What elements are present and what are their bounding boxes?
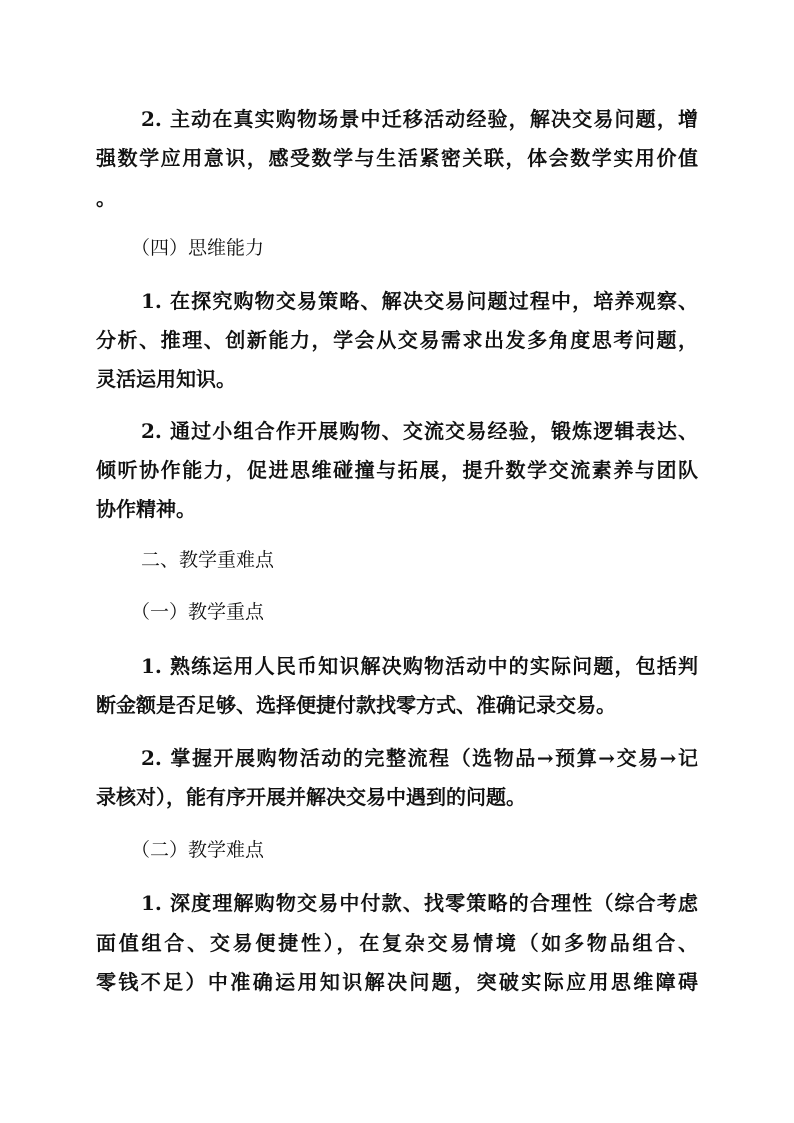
section-heading: （二）教学难点 [131,839,265,861]
paragraph-line: 断金额是否足够、选择便捷付款找零方式、准确记录交易。 [96,693,616,717]
paragraph-line: 协作精神。 [96,497,196,521]
paragraph-line: 强数学应用意识，感受数学与生活紧密关联，体会数学实用价值 [96,146,698,170]
paragraph-line: 2. 通过小组合作开展购物、交流交易经验，锻炼逻辑表达、 [141,419,698,443]
paragraph-line: 录核对），能有序开展并解决交易中遇到的问题。 [96,785,526,809]
paragraph-line: 分析、推理、创新能力，学会从交易需求出发多角度思考问题， [96,328,698,352]
paragraph-line: 面值组合、交易便捷性），在复杂交易情境（如多物品组合、 [96,931,698,955]
paragraph-line: 灵活运用知识。 [96,367,236,391]
paragraph-line: 2. 主动在真实购物场景中迁移活动经验，解决交易问题，增 [141,107,698,131]
paragraph-line: 。 [96,186,116,210]
paragraph-line: 2. 掌握开展购物活动的完整流程（选物品→预算→交易→记 [141,746,698,770]
section-heading: （四）思维能力 [131,237,265,259]
section-heading: （一）教学重点 [131,601,265,623]
paragraph-line: 倾听协作能力，促进思维碰撞与拓展，提升数学交流素养与团队 [96,458,698,482]
paragraph-line: 1. 在探究购物交易策略、解决交易问题过程中，培养观察、 [141,289,698,313]
section-heading: 二、教学重难点 [141,549,275,571]
paragraph-line: 1. 熟练运用人民币知识解决购物活动中的实际问题，包括判 [141,654,698,678]
paragraph-line: 1. 深度理解购物交易中付款、找零策略的合理性（综合考虑 [141,891,698,915]
paragraph-line: 零钱不足）中准确运用知识解决问题，突破实际应用思维障碍 [96,970,698,994]
